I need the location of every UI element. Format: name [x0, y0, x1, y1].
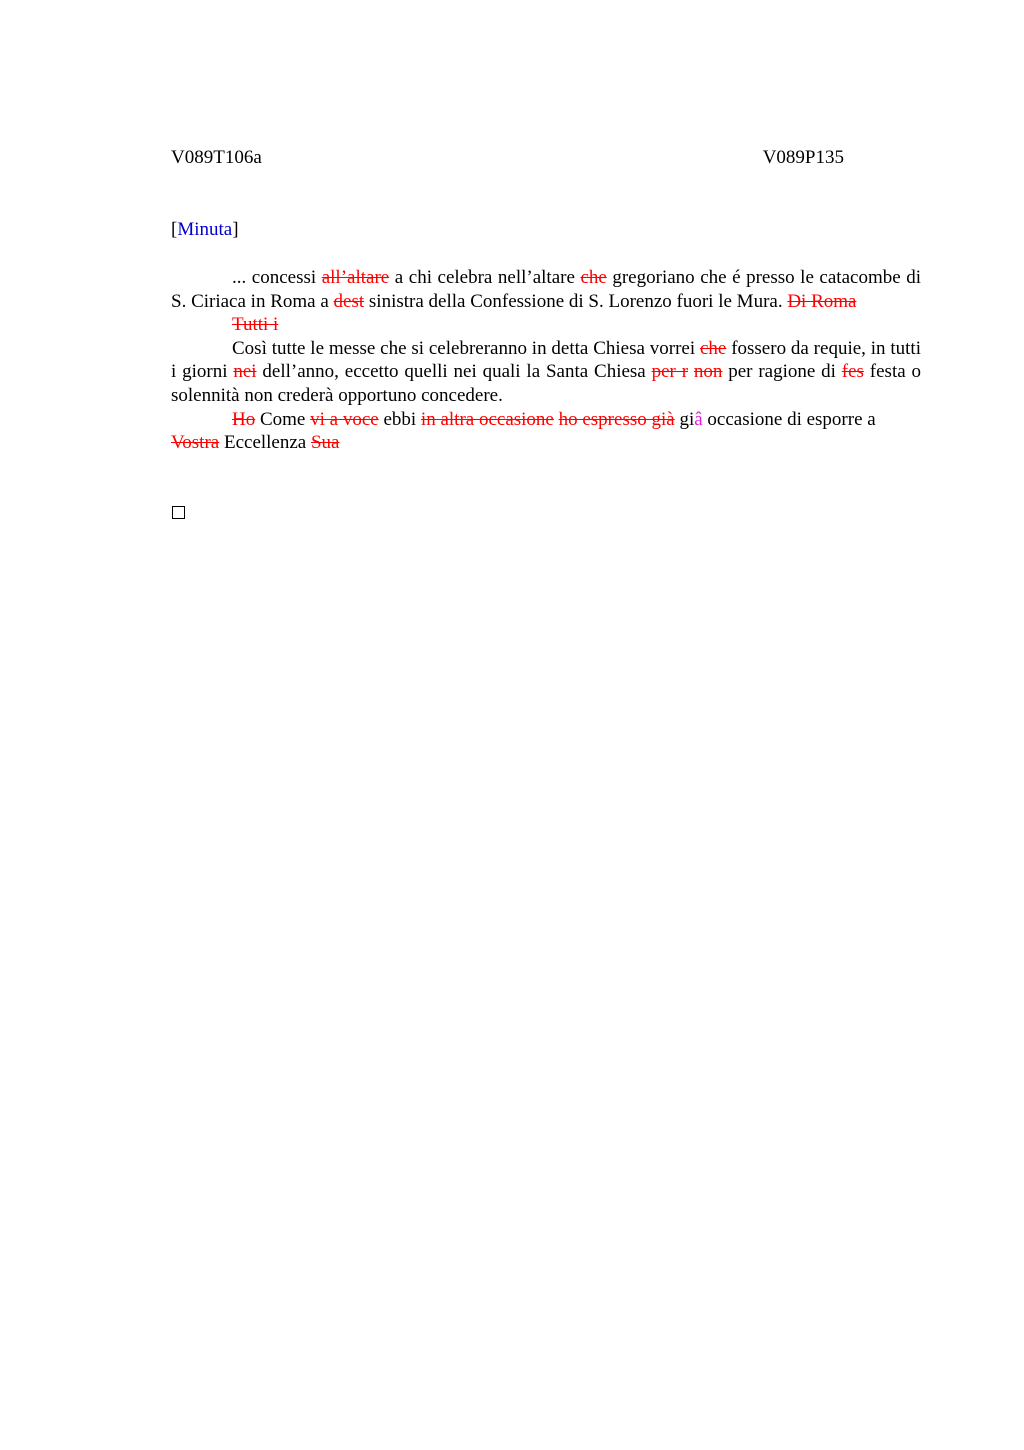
deleted-text: Tutti i: [232, 314, 279, 336]
text-segment: Come: [255, 408, 311, 430]
transcription-body: [171, 266, 921, 455]
text-segment: Eccellenza: [219, 432, 311, 454]
text-segment: occasione di esporre a: [702, 408, 876, 430]
text-segment: gi: [674, 408, 695, 430]
deleted-text: fes: [841, 361, 864, 383]
document-id-right: V089P135: [762, 147, 844, 168]
text-segment: ... concessi: [232, 267, 322, 288]
document-id-left: V089T106a: [171, 147, 262, 168]
end-of-text-square-icon: [172, 506, 185, 519]
deleted-text: Vostra: [171, 432, 220, 454]
text-segment: per ragione di: [722, 361, 842, 383]
deleted-text: non: [693, 361, 723, 383]
deleted-text: nei: [233, 361, 257, 383]
text-segment: fossero da requie, in tutti i giorni: [171, 337, 921, 383]
deleted-text: dest: [333, 290, 365, 312]
text-segment: gregoriano che é presso le catacombe di S. Ciriaca in Roma a: [171, 267, 921, 312]
section-label: [171, 219, 239, 241]
text-segment: sinistra della Confessione di S. Lorenzo fuori le Mura.: [364, 290, 788, 312]
deleted-text: Ho: [232, 408, 256, 430]
text-segment: a chi celebra nell’altare: [389, 267, 581, 288]
paragraph: [171, 337, 921, 408]
deleted-text: Di Roma: [787, 290, 857, 312]
deleted-text: all’altare: [321, 267, 390, 288]
text-segment: dell’anno, eccetto quelli nei quali la Santa Chiesa: [256, 361, 652, 383]
deleted-text: in altra occasione: [420, 408, 554, 430]
deleted-text: vi a voce: [310, 408, 379, 430]
deleted-text: ho espresso già: [558, 408, 675, 430]
paragraph: [171, 408, 921, 455]
minuta-label: Minuta: [177, 219, 233, 240]
deleted-text: Sua: [310, 432, 340, 454]
deleted-text: che: [699, 337, 727, 359]
document-header: [171, 147, 844, 171]
open-bracket: [: [171, 219, 178, 240]
text-segment: ebbi: [378, 408, 421, 430]
deleted-text: che: [580, 267, 607, 288]
text-segment: festa o solennità non crederà opportuno concedere.: [171, 361, 922, 406]
deleted-text: per r: [651, 361, 689, 383]
close-bracket: ]: [232, 219, 239, 240]
inserted-text: â: [694, 408, 703, 430]
text-segment: Così tutte le messe che si celebreranno in detta Chiesa vorrei: [232, 337, 700, 359]
paragraph: [171, 313, 921, 337]
paragraph: [171, 266, 921, 313]
